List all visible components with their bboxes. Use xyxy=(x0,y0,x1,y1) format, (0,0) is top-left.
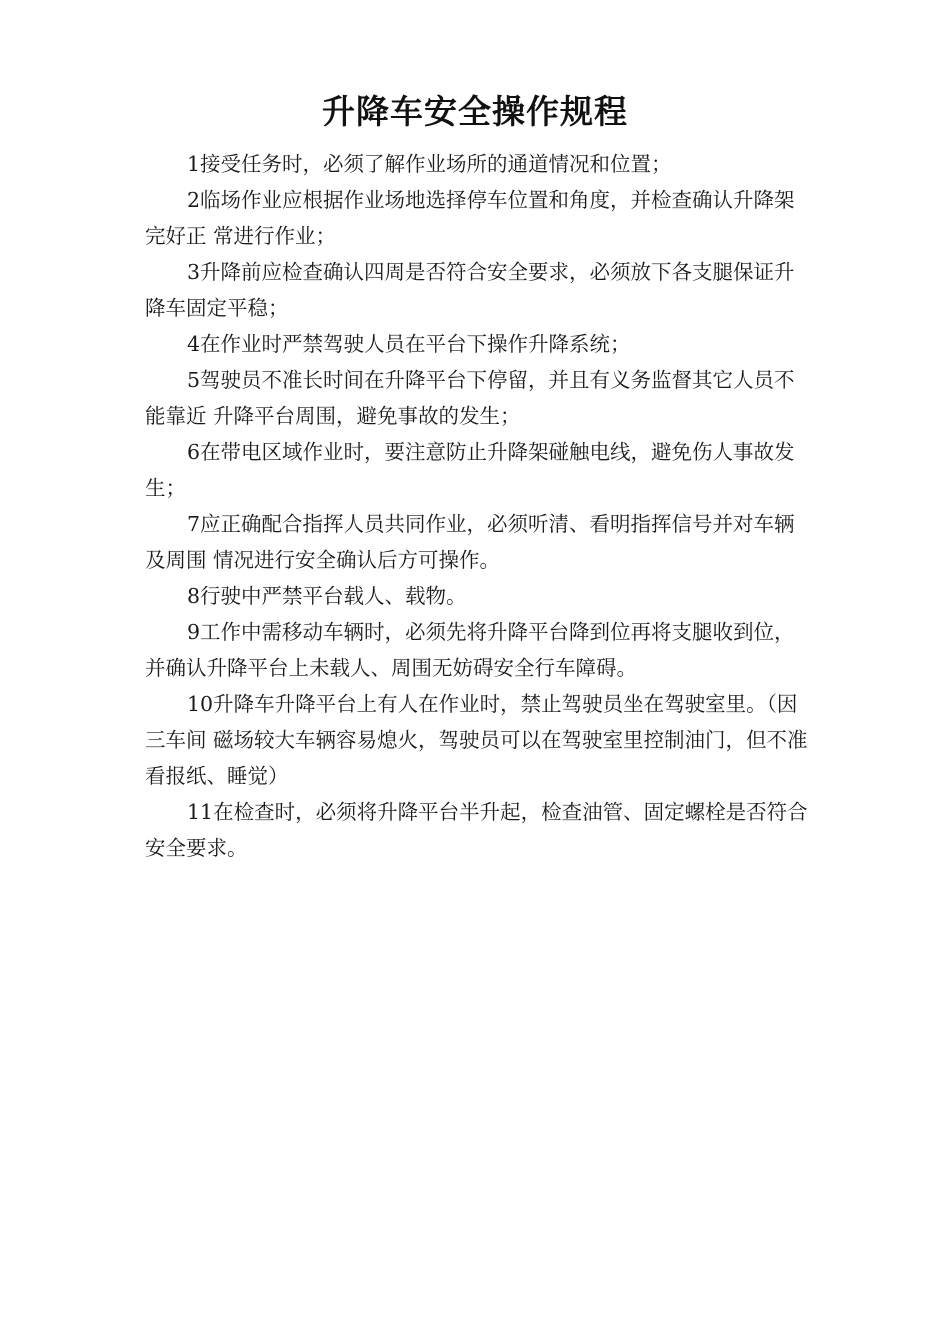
rule-paragraph-1: 1接受任务时，必须了解作业场所的通道情况和位置； xyxy=(187,152,672,176)
rule-paragraph-4: 4在作业时严禁驾驶人员在平台下操作升降系统； xyxy=(187,332,631,356)
rule-paragraph-7: 7应正确配合指挥人员共同作业，必须听清、看明指挥信号并对车辆及周围 情况进行安全确认后方可操作。 xyxy=(145,512,795,572)
rule-paragraph-6: 6在带电区域作业时，要注意防止升降架碰触电线，避免伤人事故发生； xyxy=(145,440,795,500)
rule-paragraph-11: 11在检查时，必须将升降平台半升起，检查油管、固定螺栓是否符合安全要求。 xyxy=(145,800,808,860)
rule-paragraph-3: 3升降前应检查确认四周是否符合安全要求，必须放下各支腿保证升降车固定平稳； xyxy=(145,260,795,320)
rule-paragraph-5: 5驾驶员不准长时间在升降平台下停留，并且有义务监督其它人员不能靠近 升降平台周围，避免事故的发生； xyxy=(145,368,795,428)
rule-paragraph-2: 2临场作业应根据作业场地选择停车位置和角度，并检查确认升降架完好正 常进行作业； xyxy=(145,188,795,248)
rule-paragraph-9: 9工作中需移动车辆时，必须先将升降平台降到位再将支腿收到位，并确认升降平台上未载人、周围无妨碍安全行车障碍。 xyxy=(145,620,795,680)
rule-paragraph-10: 10升降车升降平台上有人在作业时，禁止驾驶员坐在驾驶室里。（因三车间 磁场较大车辆容易熄火，驾驶员可以在驾驶室里控制油门，但不准看报纸、睡觉） xyxy=(145,692,808,788)
document-body xyxy=(145,146,809,866)
rule-paragraph-8: 8行驶中严禁平台载人、载物。 xyxy=(187,584,467,608)
document-title: 升降车安全操作规程 xyxy=(322,92,628,131)
